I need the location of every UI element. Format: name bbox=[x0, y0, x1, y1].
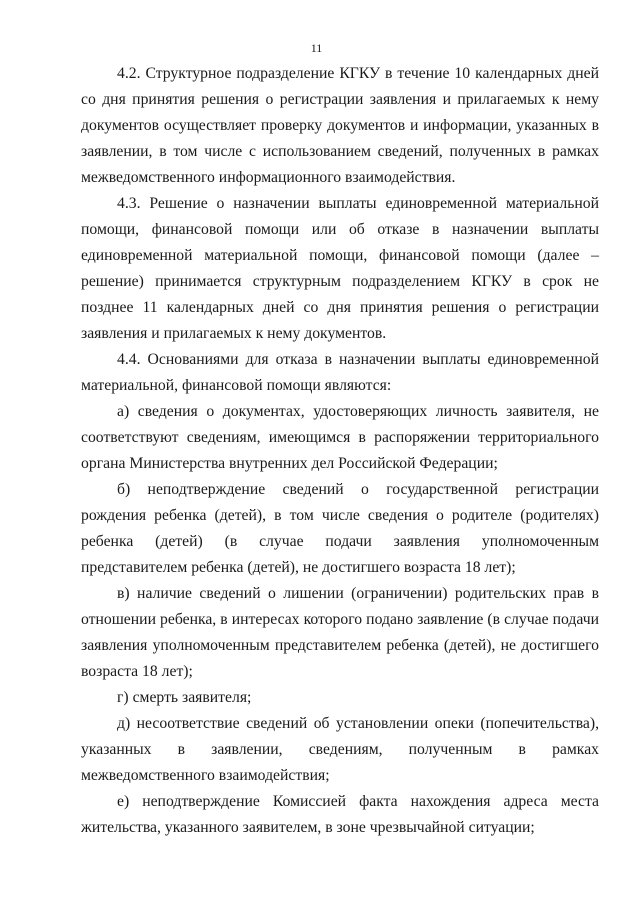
paragraph-4-2: 4.2. Структурное подразделение КГКУ в течение 10 календарных дней со дня принятия решения о регистрации заявления и прилагаемых к нему документов осуществляет проверку документов и информации, указанных в заявлении, в том числе с использованием сведений, полученных в рамках межведомственного информационного взаимодействия. bbox=[81, 65, 599, 186]
paragraph-4-4: 4.4. Основаниями для отказа в назначении выплаты единовременной материальной, финансовой помощи являются: bbox=[81, 351, 599, 394]
document-body bbox=[81, 61, 599, 841]
list-item-e: е) неподтверждение Комиссией факта нахождения адреса места жительства, указанного заявителем, в зоне чрезвычайной ситуации; bbox=[81, 793, 599, 836]
list-item-v: в) наличие сведений о лишении (ограничении) родительских прав в отношении ребенка, в интересах которого подано заявление (в случае подачи заявления уполномоченным представителем ребенка (детей), не достигшего возраста 18 лет); bbox=[81, 585, 599, 680]
paragraph-4-3: 4.3. Решение о назначении выплаты единовременной материальной помощи, финансовой помощи или об отказе в назначении выплаты единовременной материальной помощи, финансовой помощи (далее – решение) принимается структурным подразделением КГКУ в срок не позднее 11 календарных дней со дня принятия решения о регистрации заявления и прилагаемых к нему документов. bbox=[81, 195, 599, 342]
list-item-b: б) неподтверждение сведений о государственной регистрации рождения ребенка (детей), в том числе сведения о родителе (родителях) ребенка (детей) (в случае подачи заявления уполномоченным представителем ребенка (детей), не достигшего возраста 18 лет); bbox=[81, 481, 599, 576]
list-item-d: д) несоответствие сведений об установлении опеки (попечительства), указанных в заявлении, сведениям, полученным в рамках межведомственного взаимодействия; bbox=[81, 715, 599, 784]
page-number: 11 bbox=[310, 41, 323, 55]
list-item-a: а) сведения о документах, удостоверяющих личность заявителя, не соответствуют сведениям, имеющимся в распоряжении территориального органа Министерства внутренних дел Российской Федерации; bbox=[81, 403, 599, 472]
list-item-g: г) смерть заявителя; bbox=[117, 689, 252, 706]
